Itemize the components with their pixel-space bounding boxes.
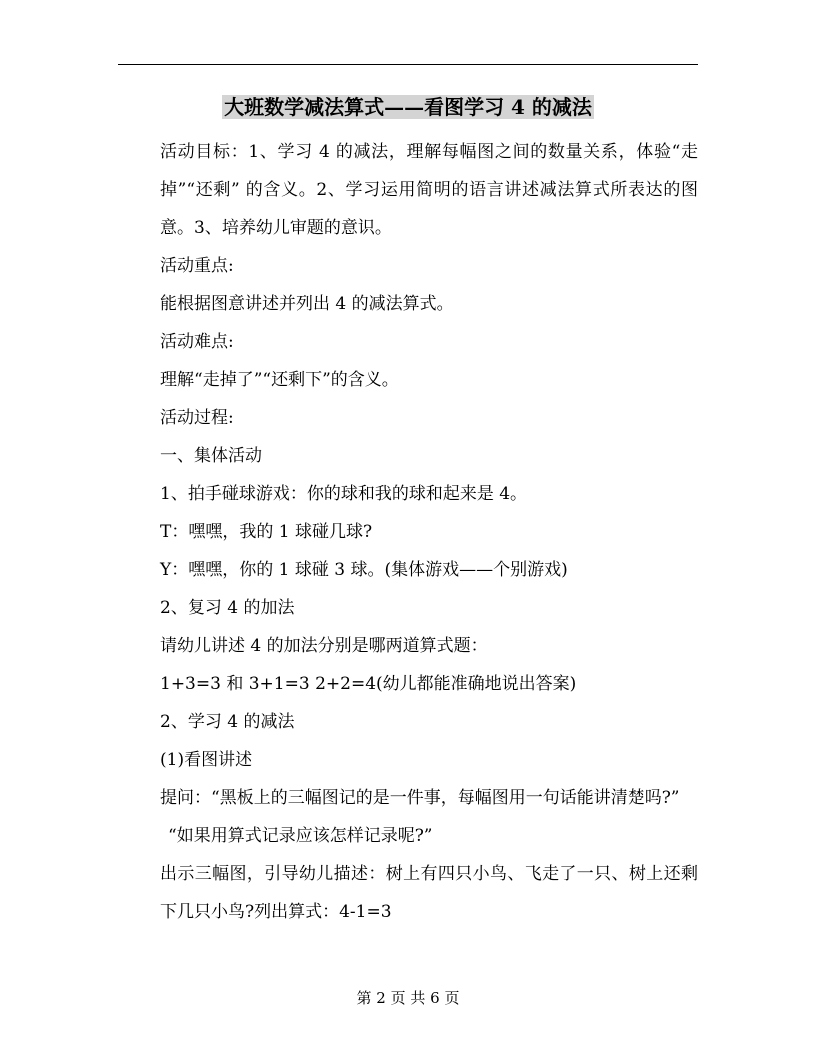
paragraph-child-line: Y：嘿嘿，你的 1 球碰 3 球。(集体游戏——个别游戏) xyxy=(160,560,568,580)
paragraph-focus: 能根据图意讲述并列出 4 的减法算式。 xyxy=(160,294,454,314)
paragraph-review-addition: 2、复习 4 的加法 xyxy=(160,598,295,618)
document-title: 大班数学减法算式——看图学习 4 的减法 xyxy=(224,95,592,119)
paragraph-addition-prompt: 请幼儿讲述 4 的加法分别是哪两道算式题： xyxy=(160,636,488,656)
paragraph-show-pictures: 出示三幅图，引导幼儿描述：树上有四只小鸟、飞走了一只、树上还剩下几只小鸟?列出算式：4-1=3 xyxy=(160,864,698,922)
paragraph-difficulty-heading: 活动难点: xyxy=(160,332,234,352)
paragraph-difficulty: 理解“走掉了”“还剩下”的含义。 xyxy=(160,370,399,390)
paragraph-picture-telling: (1)看图讲述 xyxy=(160,750,253,770)
paragraph-goals: 活动目标：1、学习 4 的减法，理解每幅图之间的数量关系，体验“走掉”“还剩” 的含义。2、学习运用简明的语言讲述减法算式所表达的图意。3、培养幼儿审题的意识。 xyxy=(160,142,698,238)
paragraph-record-question: “如果用算式记录应该怎样记录呢?” xyxy=(168,826,433,846)
paragraph-question: 提问：“黑板上的三幅图记的是一件事，每幅图用一句话能讲清楚吗?” xyxy=(160,788,680,808)
header-rule xyxy=(118,64,698,65)
paragraph-teacher-line: T：嘿嘿，我的 1 球碰几球? xyxy=(160,522,373,542)
paragraph-learn-subtraction: 2、学习 4 的减法 xyxy=(160,712,295,732)
paragraph-process-heading: 活动过程: xyxy=(160,408,234,428)
paragraph-focus-heading: 活动重点: xyxy=(160,256,234,276)
document-body xyxy=(118,133,698,931)
paragraph-group-activity: 一、集体活动 xyxy=(160,446,262,466)
paragraph-clap-game: 1、拍手碰球游戏：你的球和我的球和起来是 4。 xyxy=(160,484,528,504)
page-footer: 第 2 页 共 6 页 xyxy=(356,989,460,1007)
paragraph-addition-answers: 1+3=3 和 3+1=3 2+2=4(幼儿都能准确地说出答案) xyxy=(160,674,577,694)
